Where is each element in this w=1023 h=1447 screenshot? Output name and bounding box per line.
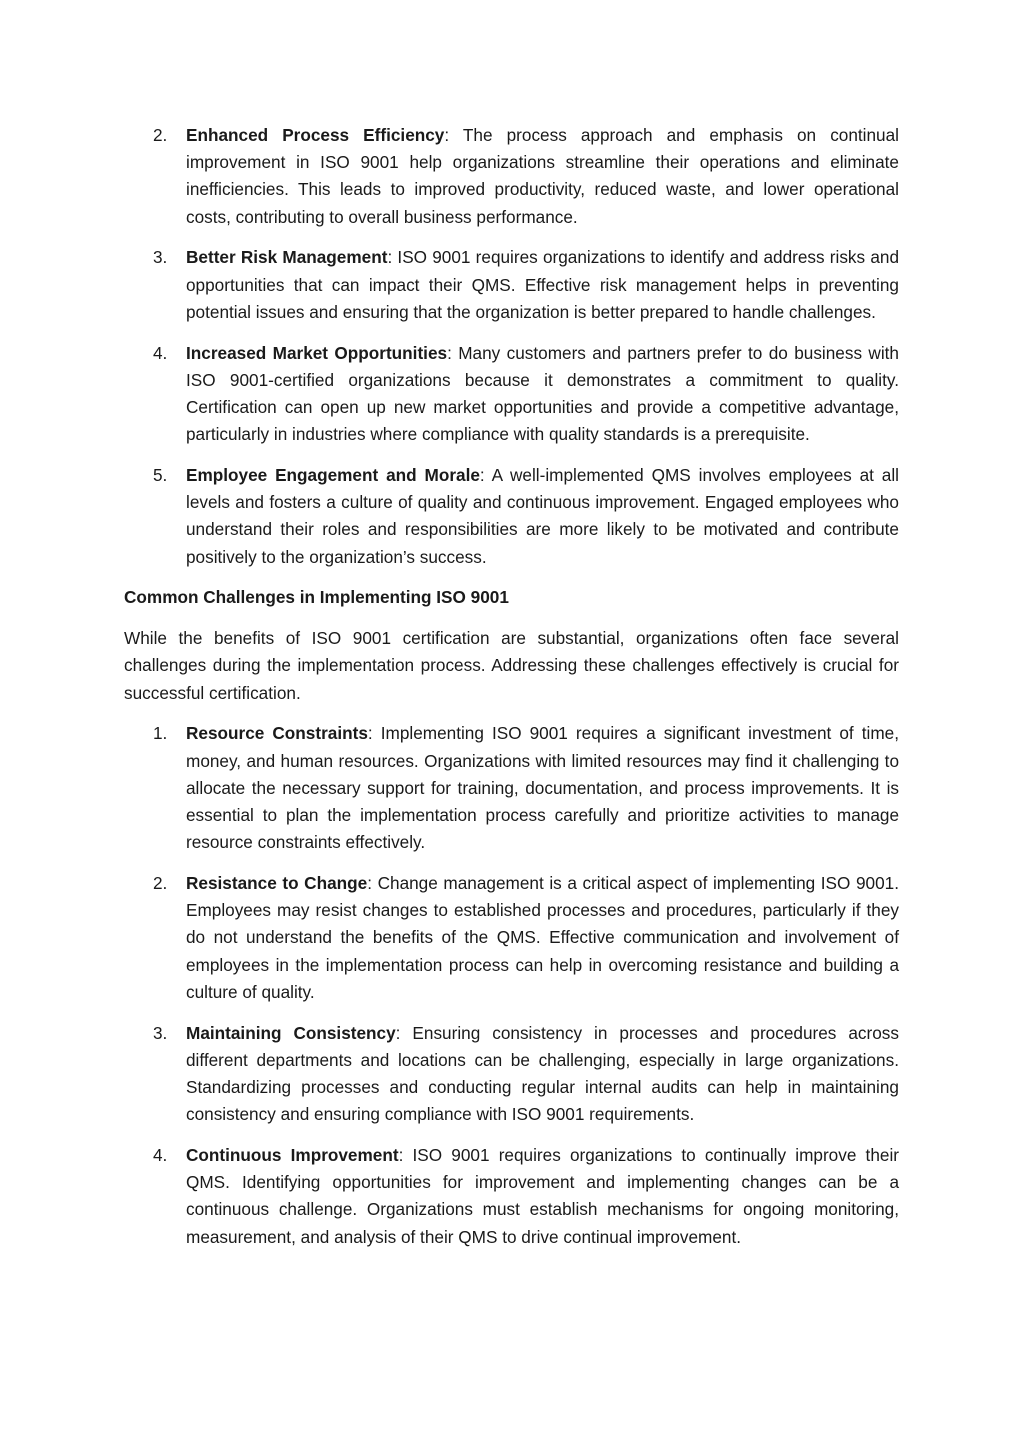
list-text: : Ensuring consistency in processes and procedures across different departments and locations can be challenging, especially in large organizations. Standardizing processes and conducting regular internal audits can help in maintaining consistency and ensuring compliance with ISO 9001 requirements. bbox=[186, 1022, 899, 1125]
list-item bbox=[124, 122, 899, 231]
benefits-list bbox=[124, 122, 899, 571]
intro-paragraph: While the benefits of ISO 9001 certification are substantial, organizations often face several challenges during the implementation process. Addressing these challenges effectively is crucial for successful certification. bbox=[124, 628, 899, 703]
list-term: Better Risk Management bbox=[186, 247, 388, 268]
list-text: : Many customers and partners prefer to do business with ISO 9001-certified organizations because it demonstrates a commitment to quality. Certification can open up new market opportunities and provide a competitive advantage, particularly in industries where compliance with quality standards is a prerequisite. bbox=[186, 342, 899, 445]
list-number: 3. bbox=[153, 1022, 168, 1043]
list-text: : ISO 9001 requires organizations to identify and address risks and opportunities that can impact their QMS. Effective risk management helps in preventing potential issues and ensuring that the organization is better prepared to handle challenges. bbox=[186, 247, 899, 322]
list-text: : A well-implemented QMS involves employees at all levels and fosters a culture of quality and continuous improvement. Engaged employees who understand their roles and responsibilities are more likely to be motivated and contribute positively to the organization’s success. bbox=[186, 465, 899, 567]
section-heading: Common Challenges in Implementing ISO 9001 bbox=[124, 587, 509, 608]
list-number: 4. bbox=[153, 1145, 168, 1166]
list-text: : The process approach and emphasis on continual improvement in ISO 9001 help organizations streamline their operations and eliminate inefficiencies. This leads to improved productivity, reduced waste, and lower operational costs, contributing to overall business performance. bbox=[186, 125, 899, 227]
list-text: : Change management is a critical aspect of implementing ISO 9001. Employees may resist changes to established processes and procedures, particularly if they do not understand the benefits of the QMS. Effective communication and involvement of employees in the implementation process can help in overcoming resistance and building a culture of quality. bbox=[186, 873, 899, 1002]
list-item bbox=[124, 1020, 899, 1129]
list-term: Enhanced Process Efficiency bbox=[186, 125, 445, 145]
list-number: 4. bbox=[153, 342, 168, 363]
list-text: : Implementing ISO 9001 requires a significant investment of time, money, and human resources. Organizations with limited resources may find it challenging to allocate the necessary support for training, documentation, and process improvements. It is essential to plan the implementation process carefully and prioritize activities to manage resource constraints effectively. bbox=[186, 723, 899, 853]
list-item bbox=[124, 870, 899, 1006]
list-item bbox=[124, 1142, 899, 1251]
list-number: 5. bbox=[153, 465, 168, 486]
list-number: 2. bbox=[153, 873, 168, 894]
list-item bbox=[124, 244, 899, 326]
list-item bbox=[124, 340, 899, 449]
document-page bbox=[124, 122, 899, 1264]
list-term: Increased Market Opportunities bbox=[186, 342, 448, 363]
list-number: 2. bbox=[153, 125, 168, 145]
list-item bbox=[124, 720, 899, 856]
list-term: Resource Constraints bbox=[186, 723, 368, 744]
list-item bbox=[124, 462, 899, 571]
list-number: 3. bbox=[153, 247, 168, 268]
list-number: 1. bbox=[153, 723, 168, 744]
list-term: Continuous Improvement bbox=[186, 1145, 399, 1166]
challenges-list bbox=[124, 720, 899, 1250]
list-text: : ISO 9001 requires organizations to continually improve their QMS. Identifying opportunities for improvement and implementing changes can be a continuous challenge. Organizations must establish mechanisms for ongoing monitoring, measurement, and analysis of their QMS to drive continual improvement. bbox=[186, 1145, 899, 1247]
list-term: Maintaining Consistency bbox=[186, 1022, 396, 1043]
list-term: Resistance to Change bbox=[186, 873, 368, 894]
list-term: Employee Engagement and Morale bbox=[186, 465, 480, 486]
